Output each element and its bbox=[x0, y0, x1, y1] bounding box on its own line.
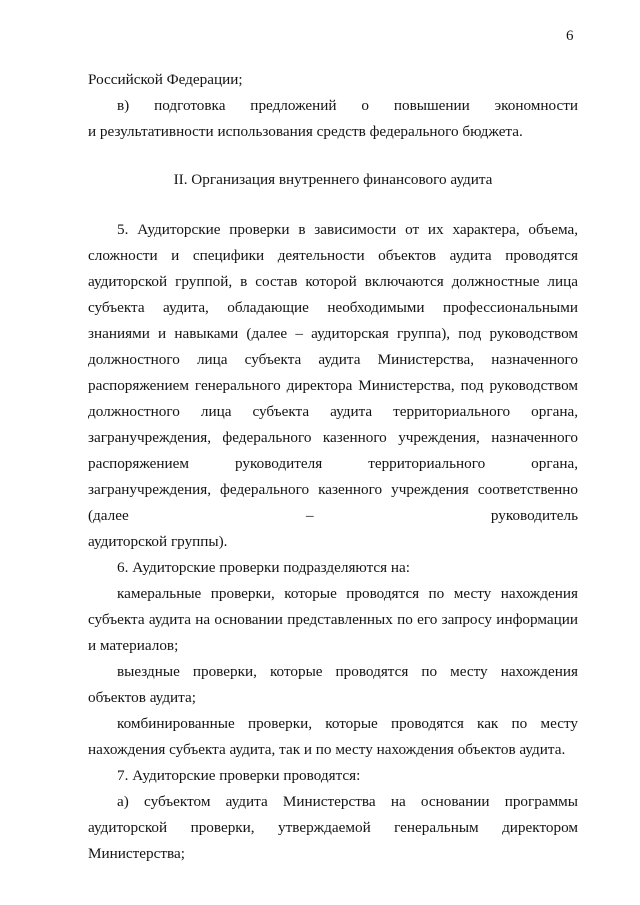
list-item-v-line1: в) подготовка предложений о повышении экономности bbox=[117, 97, 578, 114]
page-number: 6 bbox=[566, 28, 574, 44]
paragraph-field: выездные проверки, которые проводятся по месту нахождения bbox=[117, 663, 578, 680]
list-item-v-line2: и результативности использования средств федерального бюджета. bbox=[88, 123, 523, 140]
paragraph-cameral: камеральные проверки, которые проводятся по месту нахождения субъекта аудита на основании представленных по его запросу информации bbox=[88, 585, 578, 628]
section-heading: II. Организация внутреннего финансового аудита bbox=[173, 171, 493, 188]
paragraph-continuation: Российской Федерации; bbox=[88, 71, 243, 88]
paragraph-7: 7. Аудиторские проверки проводятся: bbox=[117, 767, 361, 784]
paragraph-5: 5. Аудиторские проверки в зависимости от их характера, объема, сложности и специфики деятельности объектов аудита проводятся аудиторской группой, в состав которой включаются должностные лица субъекта аудита, обладающие необходимыми профессиональными знаниями и навыками (далее – аудиторская группа), под руководством должностного лица субъекта аудита Министерства, назначенного распоряжением генерального директора Министерства, под руководством должностного лица субъекта аудита территориального органа, загранучреждения, федерального казенного учреждения, назначенного распоряжением руководителя территориального органа, загранучреждения, федерального казенного учреждения соответственно (далее – руководитель bbox=[88, 221, 578, 524]
paragraph-combined-end: нахождения субъекта аудита, так и по месту нахождения объектов аудита. bbox=[88, 741, 566, 758]
paragraph-6: 6. Аудиторские проверки подразделяются на: bbox=[117, 559, 411, 576]
paragraph-7a-end: Министерства; bbox=[88, 845, 185, 862]
document-body bbox=[88, 67, 578, 867]
paragraph-7a: а) субъектом аудита Министерства на основании программы аудиторской проверки, утверждаемой генеральным директором bbox=[88, 793, 578, 836]
paragraph-cameral-end: и материалов; bbox=[88, 637, 179, 654]
paragraph-5-end: аудиторской группы). bbox=[88, 533, 228, 550]
paragraph-combined: комбинированные проверки, которые проводятся как по месту bbox=[117, 715, 578, 732]
paragraph-field-end: объектов аудита; bbox=[88, 689, 196, 706]
